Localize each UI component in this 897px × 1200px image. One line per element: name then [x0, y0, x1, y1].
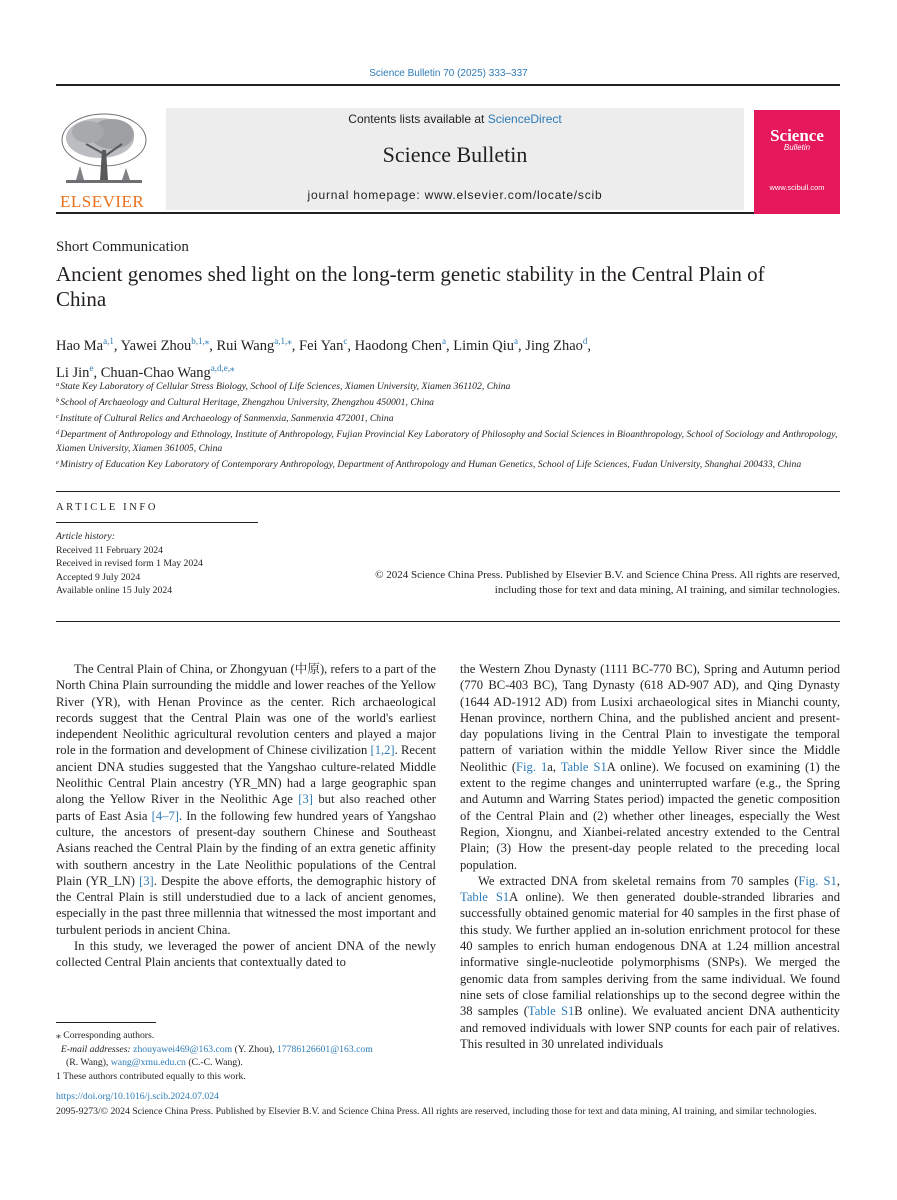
author-separator: ,	[347, 338, 355, 354]
author-separator: ,	[518, 338, 526, 354]
affiliation-label: b	[56, 397, 60, 404]
history-revised: Received in revised form 1 May 2024	[56, 558, 203, 569]
author-name[interactable]: Rui Wang	[216, 338, 275, 354]
footnote-text: Corresponding authors.	[63, 1030, 155, 1041]
table-link[interactable]: Table S1	[460, 890, 510, 905]
issn-copyright: 2095-9273/© 2024 Science China Press. Published by Elsevier B.V. and Science China Press. All rights are reserved, including those for text and data mining, AI training, and similar technologies.	[56, 1105, 817, 1117]
masthead	[56, 84, 840, 214]
author-affiliation-marker[interactable]: a,d,e,⁎	[210, 363, 235, 373]
email-label: E-mail addresses:	[60, 1043, 131, 1055]
email-owner: (Y. Zhou),	[232, 1043, 277, 1055]
doi-block	[56, 1090, 846, 1118]
affiliation-label: a	[56, 381, 60, 388]
body-paragraph	[460, 873, 840, 1052]
section-divider	[56, 491, 840, 492]
affiliation-label: d	[56, 429, 60, 436]
body-text: B online). We evaluated ancient DNA authenticity and removed individuals with lower SNP counts for each pair of relatives. This resulted in 30 unrelated individuals	[460, 1004, 840, 1051]
author-affiliation-marker[interactable]: a	[514, 336, 519, 346]
figure-link[interactable]: Fig. S1	[798, 873, 837, 888]
homepage-url[interactable]: www.elsevier.com/locate/scib	[424, 188, 603, 202]
article-history	[56, 530, 203, 598]
author-affiliation-marker[interactable]: b,1,⁎	[191, 336, 210, 346]
table-link[interactable]: Table S1	[560, 759, 607, 774]
body-text: A online). We then generated double-stranded libraries and successfully obtained genomic material for 40 samples in the first phase of this study. We further applied an in-solution enrichment protocol for these 40 samples to enrich human endogenous DNA at 1.24 million ancestral informative single-nucleotide polymorphisms (SNPs). We merged the genomic data from samples deriving from the same individual. We found nine sets of close familial relationships up to the second degree within the 38 samples (	[460, 890, 840, 1019]
email-owner: (R. Wang),	[66, 1057, 111, 1068]
journal-citation[interactable]: Science Bulletin 70 (2025) 333–337	[369, 68, 528, 79]
figure-link[interactable]: Fig. 1	[516, 759, 548, 774]
body-paragraph	[460, 661, 840, 873]
email-link[interactable]: zhouyawei469@163.com	[133, 1043, 233, 1055]
author-affiliation-marker[interactable]: e	[89, 363, 94, 373]
journal-banner	[166, 108, 744, 210]
email-owner: (C.-C. Wang).	[185, 1057, 243, 1068]
section-divider	[56, 621, 840, 622]
affiliation	[56, 394, 844, 410]
affiliation-text: Department of Anthropology and Ethnology, Institute of Anthropology, Fujian Provincial Key Laboratory of Philosophy and Social Sciences in Bioanthropology, School of Sociology and Anthropology, Xiamen University, Xiamen 361005, China	[56, 429, 838, 454]
body-text: but also reached other parts of East Asia	[56, 792, 436, 823]
affiliation	[56, 378, 844, 394]
history-accepted: Accepted 9 July 2024	[56, 571, 141, 583]
cover-title: Science	[770, 126, 824, 145]
email-link[interactable]: wang@xmu.edu.cn	[110, 1057, 186, 1068]
footnote-emails	[56, 1043, 436, 1070]
reference-link[interactable]: [4–7]	[151, 808, 179, 823]
body-text: a,	[547, 759, 561, 774]
body-text: the Western Zhou Dynasty (1111 BC-770 BC), Spring and Autumn period (770 BC-403 BC), Tang Dynasty (618 AD-907 AD), and Qing Dynasty (1644 AD-1912 AD) from Lusixi archaeological sites in Mianchi county, Henan province, northern China, and the published ancient and present-day populations living in the Central Plain to investigate the temporal pattern of variation within the middle Yellow River since the Middle Neolithic (	[460, 662, 840, 774]
journal-cover-thumbnail[interactable]	[754, 110, 840, 214]
author-affiliation-marker[interactable]: a,1	[103, 336, 114, 346]
author-affiliation-marker[interactable]: c	[343, 336, 348, 346]
body-column-right	[460, 661, 840, 1052]
body-text: . Despite the above efforts, the demographic history of the Central Plain is still understudied due to a lack of ancient genomes, especially in the past three millennia that witnessed the most important and turbulent periods in ancient China.	[56, 873, 437, 937]
body-column-left	[56, 661, 436, 971]
elsevier-tree-icon	[56, 110, 156, 190]
author-name[interactable]: Hao Ma	[56, 338, 104, 354]
body-text: . Recent ancient DNA studies suggested that the Yangshao culture-related Middle Neolithic Central Plain ancestry (YR_MN) had a large geographic span along the Yellow River in the Neolithic Age	[56, 743, 436, 807]
reference-link[interactable]: [3]	[298, 792, 313, 807]
footnote-mark: 1	[56, 1070, 61, 1082]
author-name[interactable]: Haodong Chen	[354, 338, 442, 354]
affiliation-list	[56, 378, 844, 472]
footnote-text: These authors contributed equally to this work.	[63, 1070, 246, 1082]
author-name[interactable]: Chuan-Chao Wang	[100, 365, 211, 381]
author-name[interactable]: Li Jin	[56, 365, 90, 381]
article-type: Short Communication	[56, 239, 189, 255]
copyright-notice	[280, 568, 840, 598]
history-received: Received 11 February 2024	[56, 544, 163, 556]
affiliation-label: c	[56, 413, 59, 420]
author-separator: ,	[445, 338, 454, 354]
affiliation-text: State Key Laboratory of Cellular Stress Biology, School of Life Sciences, Xiamen University, Xiamen 361102, China	[60, 381, 511, 392]
body-text: The Central Plain of China, or Zhongyuan (中原), refers to a part of the North China Plain surrounding the middle and lower reaches of the Yellow River (YR), with Henan Province as the center. Rich archaeological records suggest that the Central Plain was one of the world's earliest independent Neolithic agricultural revolution centers and played a major role in the formation and development of Chinese civilization	[56, 662, 436, 758]
article-info-heading: ARTICLE INFO	[56, 502, 159, 513]
history-label: Article history:	[56, 531, 115, 542]
cover-subtitle: Bulletin	[783, 143, 811, 152]
footnotes	[56, 1022, 436, 1083]
elsevier-wordmark: ELSEVIER	[60, 192, 145, 211]
author-name[interactable]: Fei Yan	[299, 338, 344, 354]
author-name[interactable]: Yawei Zhou	[120, 338, 192, 354]
journal-name: Science Bulletin	[382, 142, 528, 167]
contents-line	[166, 112, 744, 126]
affiliation-label: e	[56, 458, 59, 466]
journal-homepage	[166, 188, 744, 202]
body-paragraph: In this study, we leveraged the power of ancient DNA of the newly collected Central Plain ancients that contextually dated to	[56, 939, 436, 970]
affiliation-text: School of Archaeology and Cultural Heritage, Zhengzhou University, Zhengzhou 450001, China	[60, 397, 435, 408]
body-text: We extracted DNA from skeletal remains from 70 samples (	[478, 873, 799, 888]
footnote-corresponding	[56, 1029, 436, 1043]
body-paragraph	[56, 661, 436, 938]
author-separator: ,	[113, 338, 121, 354]
author-list	[56, 330, 846, 384]
cover-url: www.scibull.com	[769, 183, 825, 192]
email-link[interactable]: 17786126601@163.com	[276, 1043, 373, 1055]
author-affiliation-marker[interactable]: a	[441, 336, 446, 346]
history-online: Available online 15 July 2024	[56, 585, 173, 596]
author-separator: ,	[93, 365, 101, 381]
author-name[interactable]: Limin Qiu	[453, 338, 515, 354]
body-text: ,	[836, 873, 840, 888]
article-title: Ancient genomes shed light on the long-term genetic stability in the Central Plain of China	[56, 262, 765, 311]
body-text: A online). We focused on examining (1) the extent to the regime changes and uninterrupted warfare (e.g., the Spring and Autumn and Warring States period) impacted the genetic composition of the Central Plain and (2) whether other lineages, especially the West Region, Xiongnu, and Xianbei-related ancestry extended to the Central Plain; (3) How the present-day people related to the preceding local population.	[460, 759, 840, 872]
author-separator: ,	[587, 338, 592, 354]
affiliation	[56, 426, 844, 455]
table-link[interactable]: Table S1	[527, 1004, 575, 1019]
footnote-rule	[56, 1022, 156, 1023]
copyright-line: including those for text and data mining, AI training, and similar technologies.	[494, 584, 840, 596]
author-affiliation-marker[interactable]: d	[582, 336, 588, 346]
affiliation-text: Ministry of Education Key Laboratory of Contemporary Anthropology, Department of Anthropology and Human Genetics, School of Life Sciences, Fudan University, Shanghai 200433, China	[59, 458, 802, 470]
affiliation-text: Institute of Cultural Relics and Archaeology of Sanmenxia, Sanmenxia 472001, China	[59, 413, 394, 424]
author-separator: ,	[291, 338, 299, 354]
author-separator: ,	[209, 338, 217, 354]
reference-link[interactable]: [3]	[139, 873, 154, 888]
article-info-divider	[56, 522, 258, 523]
reference-link[interactable]: [1,2]	[370, 743, 395, 758]
contents-prefix: Contents lists available at	[348, 112, 488, 126]
footnote-mark: ⁎	[56, 1030, 61, 1041]
copyright-line: © 2024 Science China Press. Published by Elsevier B.V. and Science China Press. All rights are reserved,	[375, 569, 840, 581]
body-text: . In the following few hundred years of Yangshao culture, the ancestors of present-day southern Chinese and Southeast Asians reached the Central Plain by the finding of an extra genetic affinity with southern ancestry in the Late Neolithic populations of the Central Plain (YR_LN)	[56, 808, 436, 888]
elsevier-logo[interactable]	[56, 110, 156, 214]
footnote-equal-contribution	[56, 1070, 436, 1084]
author-name[interactable]: Jing Zhao	[525, 338, 583, 354]
affiliation	[56, 456, 844, 472]
affiliation	[56, 410, 844, 426]
sciencedirect-link[interactable]: ScienceDirect	[487, 112, 562, 126]
doi-link[interactable]: https://doi.org/10.1016/j.scib.2024.07.024	[56, 1091, 219, 1102]
homepage-prefix: journal homepage:	[307, 188, 425, 202]
author-affiliation-marker[interactable]: a,1,⁎	[274, 336, 292, 346]
